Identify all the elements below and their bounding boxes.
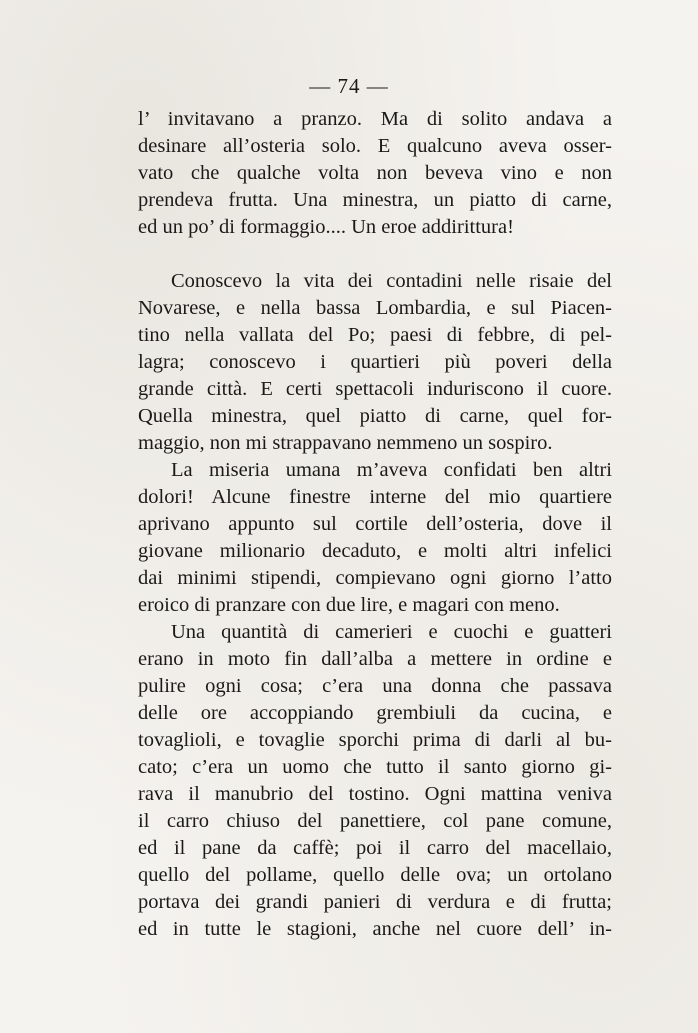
text-line: erano in moto fin dall’alba a mettere in ordine e: [138, 648, 612, 670]
text-line: giovane milionario decaduto, e molti altri infelici: [138, 540, 612, 562]
text-line: portava dei grandi panieri di verdura e di frutta;: [138, 891, 612, 913]
text-line: delle ore accoppiando grembiuli da cucina, e: [138, 702, 612, 724]
text-line: tovaglioli, e tovaglie sporchi prima di darli al bu-: [138, 729, 612, 751]
paragraph-1: [138, 106, 612, 241]
text-line: aprivano appunto sul cortile dell’osteria, dove il: [138, 513, 612, 535]
text-line: tino nella vallata del Po; paesi di febbre, di pel-: [138, 324, 612, 346]
paragraph-3: [138, 457, 612, 619]
text-line: pulire ogni cosa; c’era una donna che passava: [138, 675, 612, 697]
text-line: vato che qualche volta non beveva vino e non: [138, 162, 612, 184]
page-number: — 74 —: [309, 74, 389, 98]
text-line: Quella minestra, quel piatto di carne, quel for-: [138, 405, 612, 427]
text-line: ed in tutte le stagioni, anche nel cuore dell’ in-: [138, 918, 612, 940]
body-text: [138, 106, 612, 943]
text-line: Una quantità di camerieri e cuochi e guatteri: [171, 621, 612, 643]
text-line: ed un po’ di formaggio.... Un eroe addirittura!: [138, 216, 514, 238]
text-line: cato; c’era un uomo che tutto il santo giorno gi-: [138, 756, 612, 778]
paragraph-2: [138, 268, 612, 457]
text-line: quello del pollame, quello delle ova; un ortolano: [138, 864, 612, 886]
text-line: dolori! Alcune finestre interne del mio quartiere: [138, 486, 612, 508]
text-line: grande città. E certi spettacoli induriscono il cuore.: [138, 378, 612, 400]
paragraph-4: [138, 619, 612, 943]
text-line: eroico di pranzare con due lire, e magari con meno.: [138, 594, 560, 616]
text-line: il carro chiuso del panettiere, col pane comune,: [138, 810, 612, 832]
text-line: desinare all’osteria solo. E qualcuno aveva osser-: [138, 135, 612, 157]
text-line: prendeva frutta. Una minestra, un piatto di carne,: [138, 189, 612, 211]
text-line: rava il manubrio del tostino. Ogni mattina veniva: [138, 783, 612, 805]
text-line: lagra; conoscevo i quartieri più poveri della: [138, 351, 612, 373]
text-line: l’ invitavano a pranzo. Ma di solito andava a: [138, 108, 612, 130]
text-line: Conoscevo la vita dei contadini nelle risaie del: [171, 270, 612, 292]
text-line: ed il pane da caffè; poi il carro del macellaio,: [138, 837, 612, 859]
text-line: dai minimi stipendi, compievano ogni giorno l’atto: [138, 567, 612, 589]
text-line: Novarese, e nella bassa Lombardia, e sul Piacen-: [138, 297, 612, 319]
text-line: La miseria umana m’aveva confidati ben altri: [171, 459, 612, 481]
text-line: maggio, non mi strappavano nemmeno un sospiro.: [138, 432, 553, 454]
